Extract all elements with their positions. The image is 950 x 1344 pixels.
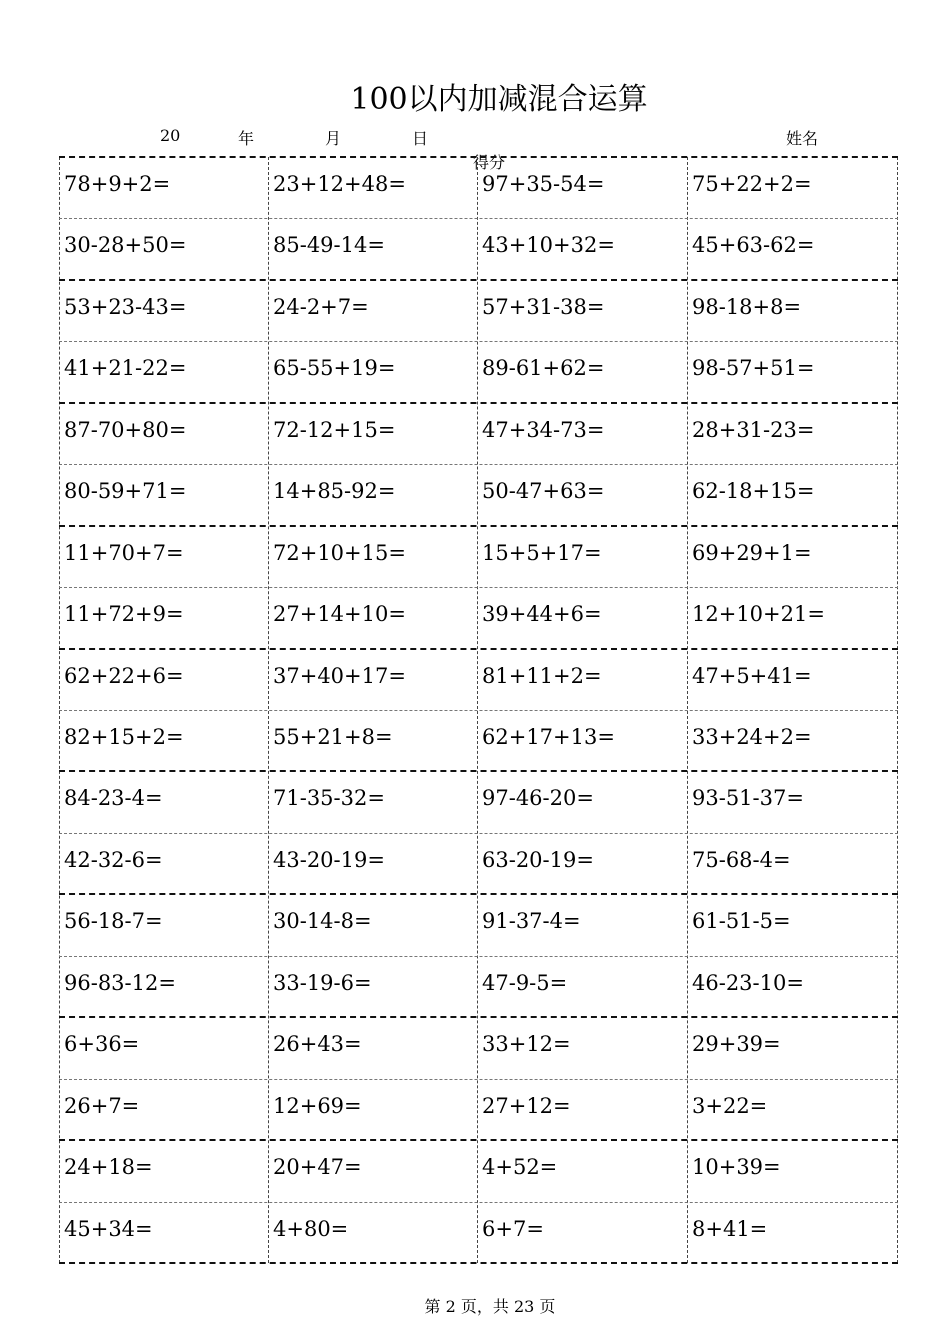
- problem-row: [59, 464, 898, 525]
- problem-cell: 55+21+8=: [273, 725, 393, 749]
- month-label: 月: [325, 129, 342, 148]
- problem-row: [59, 1079, 898, 1140]
- problem-row: [59, 157, 898, 218]
- problem-cell: 8+41=: [692, 1216, 768, 1241]
- problem-row: [59, 403, 898, 464]
- problem-cell: 4+52=: [482, 1155, 558, 1180]
- problem-row: [59, 771, 898, 832]
- problem-cell: 69+29+1=: [692, 540, 812, 565]
- problem-row: [59, 341, 898, 402]
- problem-cell: 82+15+2=: [64, 725, 184, 749]
- problem-cell: 47+5+41=: [692, 663, 812, 688]
- problem-row: [59, 956, 898, 1017]
- problem-cell: 85-49-14=: [273, 233, 385, 258]
- problem-cell: 93-51-37=: [692, 786, 804, 811]
- problem-cell: 30-28+50=: [64, 233, 187, 258]
- problem-grid: [59, 157, 898, 1263]
- problem-cell: 23+12+48=: [273, 172, 406, 196]
- problem-cell: 63-20-19=: [482, 847, 594, 872]
- problem-cell: 96-83-12=: [64, 970, 176, 995]
- problem-cell: 4+80=: [273, 1216, 349, 1241]
- problem-cell: 84-23-4=: [64, 786, 163, 811]
- problem-cell: 47-9-5=: [482, 970, 568, 995]
- problem-cell: 97+35-54=: [482, 172, 605, 196]
- problem-cell: 42-32-6=: [64, 847, 163, 872]
- problem-row: [59, 1202, 898, 1263]
- problem-row: [59, 649, 898, 710]
- problem-cell: 20+47=: [273, 1155, 362, 1180]
- problem-cell: 33+24+2=: [692, 725, 812, 749]
- score-label: 得分: [473, 153, 506, 172]
- problem-cell: 98-57+51=: [692, 356, 815, 381]
- problem-cell: 62-18+15=: [692, 479, 815, 504]
- problem-row: [59, 280, 898, 341]
- problem-cell: 80-59+71=: [64, 479, 187, 504]
- day-label: 日: [412, 129, 429, 148]
- problem-cell: 45+34=: [64, 1216, 153, 1241]
- problem-cell: 24+18=: [64, 1155, 153, 1180]
- problem-cell: 91-37-4=: [482, 909, 581, 934]
- problem-cell: 12+10+21=: [692, 602, 825, 627]
- problem-cell: 28+31-23=: [692, 417, 815, 442]
- problem-cell: 65-55+19=: [273, 356, 396, 381]
- problem-cell: 27+12=: [482, 1093, 571, 1118]
- problem-cell: 39+44+6=: [482, 602, 602, 627]
- problem-row: [59, 218, 898, 279]
- problem-cell: 98-18+8=: [692, 294, 802, 319]
- problem-cell: 37+40+17=: [273, 663, 406, 688]
- name-label: 姓名: [786, 129, 819, 148]
- problem-cell: 30-14-8=: [273, 909, 372, 934]
- problem-cell: 78+9+2=: [64, 172, 171, 196]
- problem-cell: 56-18-7=: [64, 909, 163, 934]
- problem-row: [59, 710, 898, 771]
- problem-cell: 50-47+63=: [482, 479, 605, 504]
- problem-cell: 81+11+2=: [482, 663, 602, 688]
- problem-cell: 26+7=: [64, 1093, 140, 1118]
- problem-cell: 6+36=: [64, 1032, 140, 1057]
- problem-cell: 57+31-38=: [482, 294, 605, 319]
- problem-cell: 75-68-4=: [692, 847, 791, 872]
- problem-cell: 11+72+9=: [64, 602, 184, 627]
- problem-cell: 47+34-73=: [482, 417, 605, 442]
- problem-cell: 87-70+80=: [64, 417, 187, 442]
- problem-cell: 53+23-43=: [64, 294, 187, 319]
- year-prefix: 20: [160, 126, 181, 145]
- problem-cell: 33-19-6=: [273, 970, 372, 995]
- problem-cell: 89-61+62=: [482, 356, 605, 381]
- problem-cell: 10+39=: [692, 1155, 781, 1180]
- problem-cell: 33+12=: [482, 1032, 571, 1057]
- problem-cell: 24-2+7=: [273, 294, 369, 319]
- problem-cell: 71-35-32=: [273, 786, 385, 811]
- page-footer: 第 2 页，共 23 页: [424, 1297, 556, 1316]
- problem-cell: 6+7=: [482, 1216, 544, 1241]
- problem-cell: 27+14+10=: [273, 602, 406, 627]
- problem-cell: 75+22+2=: [692, 172, 812, 196]
- problem-cell: 15+5+17=: [482, 540, 602, 565]
- problem-cell: 46-23-10=: [692, 970, 804, 995]
- problem-cell: 3+22=: [692, 1093, 768, 1118]
- problem-cell: 72+10+15=: [273, 540, 406, 565]
- problem-cell: 43+10+32=: [482, 233, 615, 258]
- problem-cell: 43-20-19=: [273, 847, 385, 872]
- problem-cell: 61-51-5=: [692, 909, 791, 934]
- problem-cell: 26+43=: [273, 1032, 362, 1057]
- year-label: 年: [238, 129, 255, 148]
- problem-cell: 41+21-22=: [64, 356, 187, 381]
- problem-cell: 14+85-92=: [273, 479, 396, 504]
- problem-row: [59, 587, 898, 648]
- problem-cell: 97-46-20=: [482, 786, 594, 811]
- problem-row: [59, 526, 898, 587]
- problem-cell: 29+39=: [692, 1032, 781, 1057]
- problem-cell: 62+22+6=: [64, 663, 184, 688]
- problem-row: [59, 1017, 898, 1078]
- problem-cell: 11+70+7=: [64, 540, 184, 565]
- problem-cell: 45+63-62=: [692, 233, 815, 258]
- problem-row: [59, 833, 898, 894]
- problem-cell: 72-12+15=: [273, 417, 396, 442]
- page-title: 100以内加减混合运算: [350, 82, 648, 117]
- problem-cell: 12+69=: [273, 1093, 362, 1118]
- problem-row: [59, 894, 898, 955]
- problem-row: [59, 1140, 898, 1201]
- problem-cell: 62+17+13=: [482, 725, 615, 749]
